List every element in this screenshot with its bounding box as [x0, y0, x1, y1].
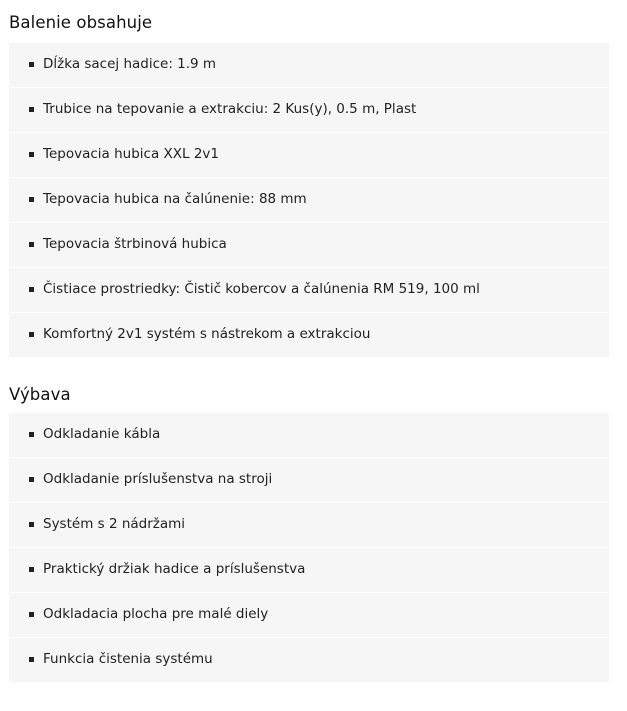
- list-item-text: Odkladacia plocha pre malé diely: [43, 606, 269, 622]
- bullet-icon: [29, 522, 34, 527]
- list-item-text: Tepovacia hubica na čalúnenie: 88 mm: [43, 191, 307, 207]
- list-item-text: Čistiace prostriedky: Čistič kobercov a čalúnenia RM 519, 100 ml: [43, 281, 480, 297]
- equipment-list: [9, 413, 609, 682]
- list-item-text: Systém s 2 nádržami: [43, 516, 186, 532]
- list-item: [9, 178, 609, 223]
- list-item: [9, 313, 609, 357]
- bullet-icon: [29, 107, 34, 112]
- bullet-icon: [29, 197, 34, 202]
- bullet-icon: [29, 657, 34, 662]
- list-item-text: Trubice na tepovanie a extrakciu: 2 Kus(y), 0.5 m, Plast: [43, 101, 417, 117]
- bullet-icon: [29, 62, 34, 67]
- list-item-text: Odkladanie príslušenstva na stroji: [43, 471, 273, 487]
- list-item: [9, 593, 609, 638]
- list-item: [9, 503, 609, 548]
- list-item: [9, 268, 609, 313]
- bullet-icon: [29, 612, 34, 617]
- list-item-text: Praktický držiak hadice a príslušenstva: [43, 561, 306, 577]
- bullet-icon: [29, 242, 34, 247]
- list-item-text: Funkcia čistenia systému: [43, 651, 213, 667]
- list-item-text: Tepovacia štrbinová hubica: [43, 236, 227, 252]
- list-item-text: Dĺžka sacej hadice: 1.9 m: [43, 56, 217, 72]
- list-item: [9, 548, 609, 593]
- list-item: [9, 413, 609, 458]
- list-item: [9, 43, 609, 88]
- list-item: [9, 458, 609, 503]
- list-item: [9, 223, 609, 268]
- list-item-text: Tepovacia hubica XXL 2v1: [43, 146, 219, 162]
- bullet-icon: [29, 567, 34, 572]
- bullet-icon: [29, 432, 34, 437]
- bullet-icon: [29, 152, 34, 157]
- bullet-icon: [29, 477, 34, 482]
- section-title-package-contents: Balenie obsahuje: [9, 13, 153, 32]
- bullet-icon: [29, 287, 34, 292]
- list-item: [9, 638, 609, 682]
- bullet-icon: [29, 332, 34, 337]
- list-item-text: Komfortný 2v1 systém s nástrekom a extrakciou: [43, 326, 371, 342]
- package-contents-list: [9, 43, 609, 357]
- list-item-text: Odkladanie kábla: [43, 426, 161, 442]
- section-title-equipment: Výbava: [9, 385, 71, 404]
- list-item: [9, 88, 609, 133]
- list-item: [9, 133, 609, 178]
